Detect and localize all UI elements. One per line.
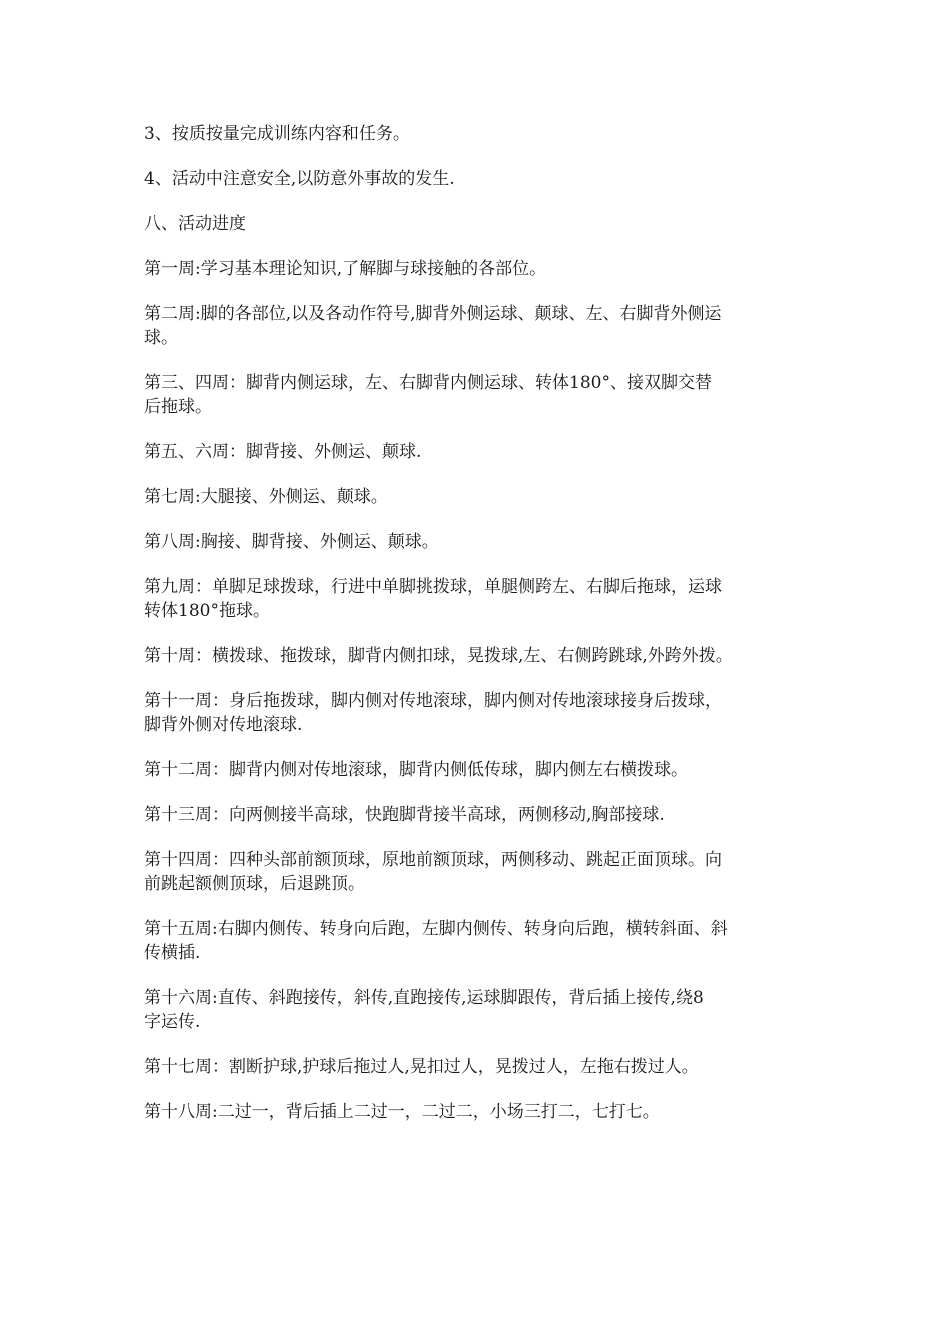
schedule-week-15: 第十五周:右脚内侧传、转身向后跑，左脚内侧传、转身向后跑，横转斜面、斜 传横插. (144, 919, 728, 963)
schedule-week-13: 第十三周：向两侧接半高球，快跑脚背接半高球，两侧移动,胸部接球. (144, 805, 665, 825)
schedule-week-2: 第二周:脚的各部位,以及各动作符号,脚背外侧运球、颠球、左、右脚背外侧运 球。 (144, 304, 722, 348)
schedule-week-17: 第十七周：割断护球,护球后拖过人,晃扣过人，晃拨过人，左拖右拨过人。 (144, 1057, 699, 1077)
schedule-week-18: 第十八周:二过一，背后插上二过一，二过二，小场三打二，七打七。 (144, 1102, 660, 1122)
schedule-week-7: 第七周:大腿接、外侧运、颠球。 (144, 487, 388, 507)
schedule-week-16: 第十六周:直传、斜跑接传，斜传,直跑接传,运球脚跟传，背后插上接传,绕8 字运传. (144, 988, 704, 1032)
schedule-week-3-4: 第三、四周：脚背内侧运球，左、右脚背内侧运球、转体180°、接双脚交替 后拖球。 (144, 373, 712, 417)
document-body (144, 122, 814, 1145)
schedule-week-1: 第一周:学习基本理论知识,了解脚与球接触的各部位。 (144, 259, 547, 279)
requirement-item-4: 4、活动中注意安全,以防意外事故的发生. (144, 169, 455, 189)
requirement-item-3: 3、按质按量完成训练内容和任务。 (144, 124, 410, 144)
schedule-week-14: 第十四周：四种头部前额顶球，原地前额顶球，两侧移动、跳起正面顶球。向 前跳起额侧顶球，后退跳顶。 (144, 850, 722, 894)
schedule-week-9: 第九周：单脚足球拨球，行进中单脚挑拨球，单腿侧跨左、右脚后拖球，运球 转体180°拖球。 (144, 577, 722, 621)
section-heading-schedule: 八、活动进度 (144, 214, 246, 234)
schedule-week-5-6: 第五、六周：脚背接、外侧运、颠球. (144, 442, 422, 462)
schedule-week-11: 第十一周：身后拖拨球，脚内侧对传地滚球，脚内侧对传地滚球接身后拨球， 脚背外侧对传地滚球. (144, 691, 722, 735)
schedule-week-10: 第十周：横拨球、拖拨球，脚背内侧扣球，晃拨球,左、右侧跨跳球,外跨外拨。 (144, 646, 733, 666)
schedule-week-8: 第八周:胸接、脚背接、外侧运、颠球。 (144, 532, 439, 552)
schedule-week-12: 第十二周：脚背内侧对传地滚球，脚背内侧低传球，脚内侧左右横拨球。 (144, 760, 688, 780)
